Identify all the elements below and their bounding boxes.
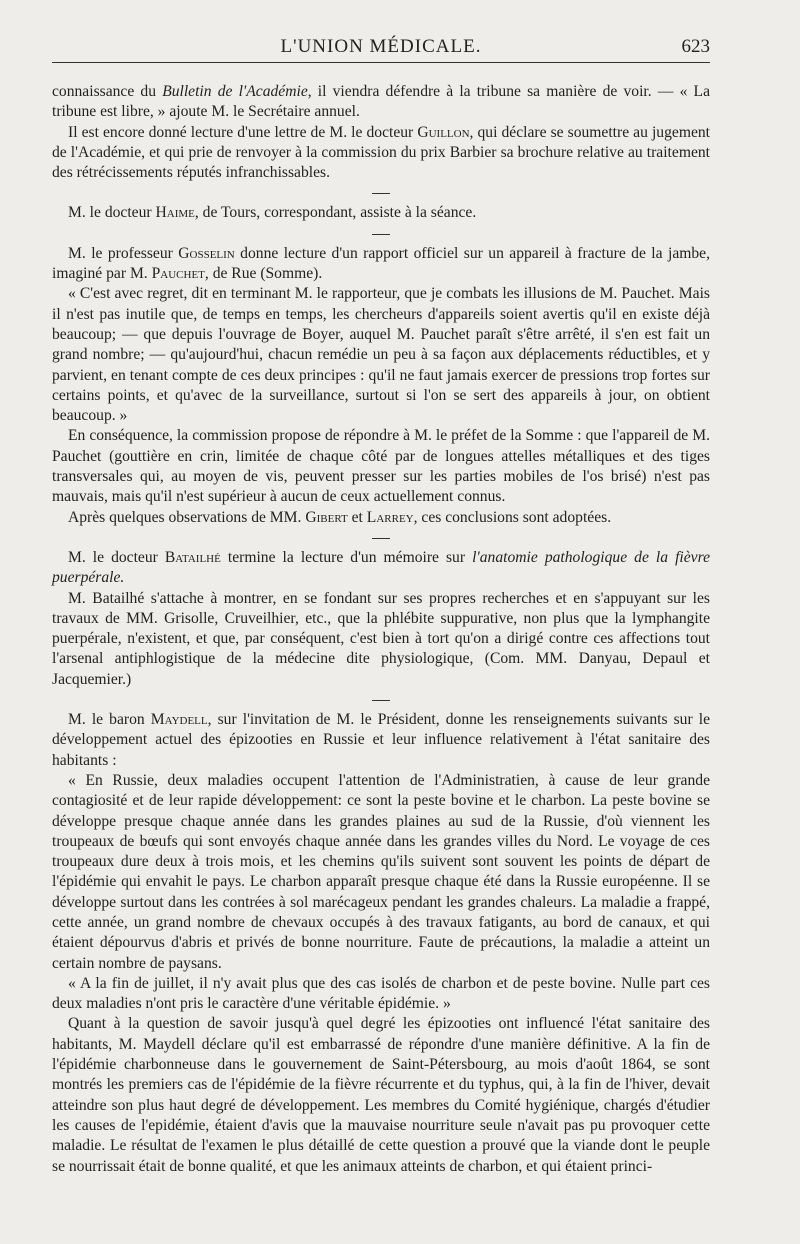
p7-text-a: Après quelques observations de MM. bbox=[68, 508, 306, 526]
paragraph-2 bbox=[52, 123, 710, 184]
paragraph-6: En conséquence, la commission propose de répondre à M. le préfet de la Somme : que l'appareil de M. Pauchet (gouttière en crin, limitée de chaque côté par de longues attelles métalliques et des tiges transversales qui, au moyen de vis, peuvent presser sur les parties mobiles de l'os brisé) n'est pas mauvais, mais qu'il n'est supérieur à aucun de ceux actuellement connus. bbox=[52, 427, 710, 506]
section-separator bbox=[52, 183, 710, 203]
p8-text-a: M. le docteur bbox=[68, 548, 165, 566]
paragraph-12: « A la fin de juillet, il n'y avait plus que des cas isolés de charbon et de peste bovine. Nulle part ces deux maladies n'ont pris le caractère d'une véritable épidémie. » bbox=[52, 974, 710, 1013]
section-separator bbox=[52, 528, 710, 548]
p10-text-a: M. le baron bbox=[68, 711, 151, 729]
p1-text-b: , il viendra défendre à la tribune sa manière de voir. — « La tribune est libre, » ajoute M. le Secrétaire annuel. bbox=[52, 83, 710, 121]
paragraph-9: M. Batailhé s'attache à montrer, en se fondant sur ses propres recherches et en s'appuyant sur les travaux de MM. Grisolle, Cruveilhier, etc., que la phlébite suppurative, non plus que la lymphangite puerpérale, n'existent, et que, par conséquent, c'est bien à tort qu'on a dirigé contre ces affections tout l'arsenal antiphlogistique de la médecine dite physiologique, (Com. MM. Danyau, Depaul et Jacquemier.) bbox=[52, 589, 710, 688]
person-name: Guillon bbox=[417, 123, 470, 141]
p4-text-a: M. le professeur bbox=[68, 244, 179, 262]
person-name: Haime bbox=[155, 204, 195, 222]
section-separator bbox=[52, 224, 710, 244]
p1-text-a: connaissance du bbox=[52, 83, 163, 100]
p8-text-b: termine la lecture d'un mémoire sur bbox=[220, 548, 473, 566]
paragraph-5: « C'est avec regret, dit en terminant M. le rapporteur, que je combats les illusions de M. Pauchet. Mais il n'est pas inutile que, de temps en temps, les chercheurs d'appareils soient avertis qu'il en existe déjà beaucoup; — que depuis l'ouvrage de Boyer, auquel M. Pauchet paraît s'être arrêté, il s'en est fait un grand nombre; — qu'aujourd'hui, chacun remédie un peu à sa façon aux déplacements réductibles, et y parvient, en tenant compte de ces deux principes : qu'il ne faut jamais exercer de pressions trop fortes sur certains points, et qu'avec de la surveillance, surtout si l'on se sert des appareils à jour, on obtient beaucoup. » bbox=[52, 285, 710, 425]
p3-text-a: M. le docteur bbox=[68, 204, 156, 222]
paragraph-10 bbox=[52, 710, 710, 771]
p10-text-b: , sur l'invitation de M. le Président, donne les renseignements suivants sur le développement actuel des épizooties en Russie et leur influence relativement à l'état sanitaire des habitants : bbox=[52, 711, 710, 769]
page-header bbox=[52, 34, 710, 63]
paragraph-11: « En Russie, deux maladies occupent l'attention de l'Administratien, à cause de leur grande contagiosité et de leur rapide développement: ce sont la peste bovine et le charbon. La peste bovine se développe presque chaque année dans les grandes plaines au sud de la Russie, d'où viennent les troupeaux de bœufs qui sont envoyés chaque année dans les grandes villes du Nord. Le voyage de ces troupeaux dure deux à trois mois, et les chemins qu'ils suivent sont souvent les points de départ de l'épidémie qui envahit le pays. Le charbon apparaît presque chaque été dans la Russie européenne. Il se développe surtout dans les contrées à sol marécageux pendant les grandes chaleurs. La maladie a frappé, cette année, un grand nombre de chevaux occupés à des travaux fatigants, au bord de canaux, et qui étaient dépourvus d'abris et privés de bonne nourriture. Faute de précautions, la maladie a atteint un certain nombre de paysans. bbox=[52, 771, 710, 972]
running-title: L'UNION MÉDICALE. bbox=[280, 36, 482, 57]
section-separator bbox=[52, 690, 710, 710]
paragraph-1 bbox=[52, 82, 710, 123]
person-name: Larrey bbox=[366, 508, 414, 526]
p3-text-b: , de Tours, correspondant, assiste à la séance. bbox=[194, 204, 477, 222]
paragraph-8 bbox=[52, 548, 710, 589]
paragraph-4 bbox=[52, 244, 710, 285]
paragraph-13: Quant à la question de savoir jusqu'à quel degré les épizooties ont influencé l'état sanitaire des habitants, M. Maydell déclare qu'il est embarrassé de répondre d'une manière définitive. A la fin de l'épidémie charbonneuse dans le gouvernement de Saint-Pétersbourg, au mois d'août 1864, se sont montrés les premiers cas de l'épidémie de la fièvre récurrente et du typhus, qui, à la fin de l'hiver, devait atteindre son plus haut degré de développement. Les membres du Comité hygiénique, chargés d'étudier les causes de l'epidémie, étaient d'avis que la mauvaise nourriture seule n'avait pas pu provoquer cette maladie. Le résultat de l'examen le plus détaillé de cette question a prouvé que la viande dont le peuple se nourrissait était de bonne qualité, et que les animaux atteints de charbon, et qui étaient princi- bbox=[52, 1015, 710, 1175]
p7-text-b: et bbox=[347, 508, 367, 526]
person-name: Batailhé bbox=[164, 548, 221, 566]
paragraph-7 bbox=[52, 508, 710, 528]
p2-text-b: , qui déclare se soumettre au jugement de l'Académie, et qui prie de renvoyer à la commission du prix Barbier sa brochure relative au traitement des rétrécissements réputés infranchissables. bbox=[52, 123, 710, 182]
p7-text-c: , ces conclusions sont adoptées. bbox=[413, 508, 612, 526]
p4-text-b: donne lecture d'un rapport officiel sur un appareil à fracture de la jambe, imaginé par M. bbox=[52, 244, 710, 283]
person-name: Gibert bbox=[305, 508, 348, 526]
person-name: Maydell bbox=[150, 711, 208, 729]
person-name: Gosselin bbox=[178, 244, 235, 262]
paragraph-3 bbox=[52, 203, 710, 223]
memoir-title: l'anatomie pathologique de la fièvre puerpérale. bbox=[52, 548, 710, 587]
p4-text-c: , de Rue (Somme). bbox=[204, 265, 323, 283]
p2-text-a: Il est encore donné lecture d'une lettre de M. le docteur bbox=[68, 123, 418, 141]
journal-title: Bulletin de l'Académie bbox=[162, 83, 308, 100]
person-name: Pauchet bbox=[151, 265, 205, 283]
page-number: 623 bbox=[681, 36, 710, 57]
article-body bbox=[52, 82, 710, 1177]
